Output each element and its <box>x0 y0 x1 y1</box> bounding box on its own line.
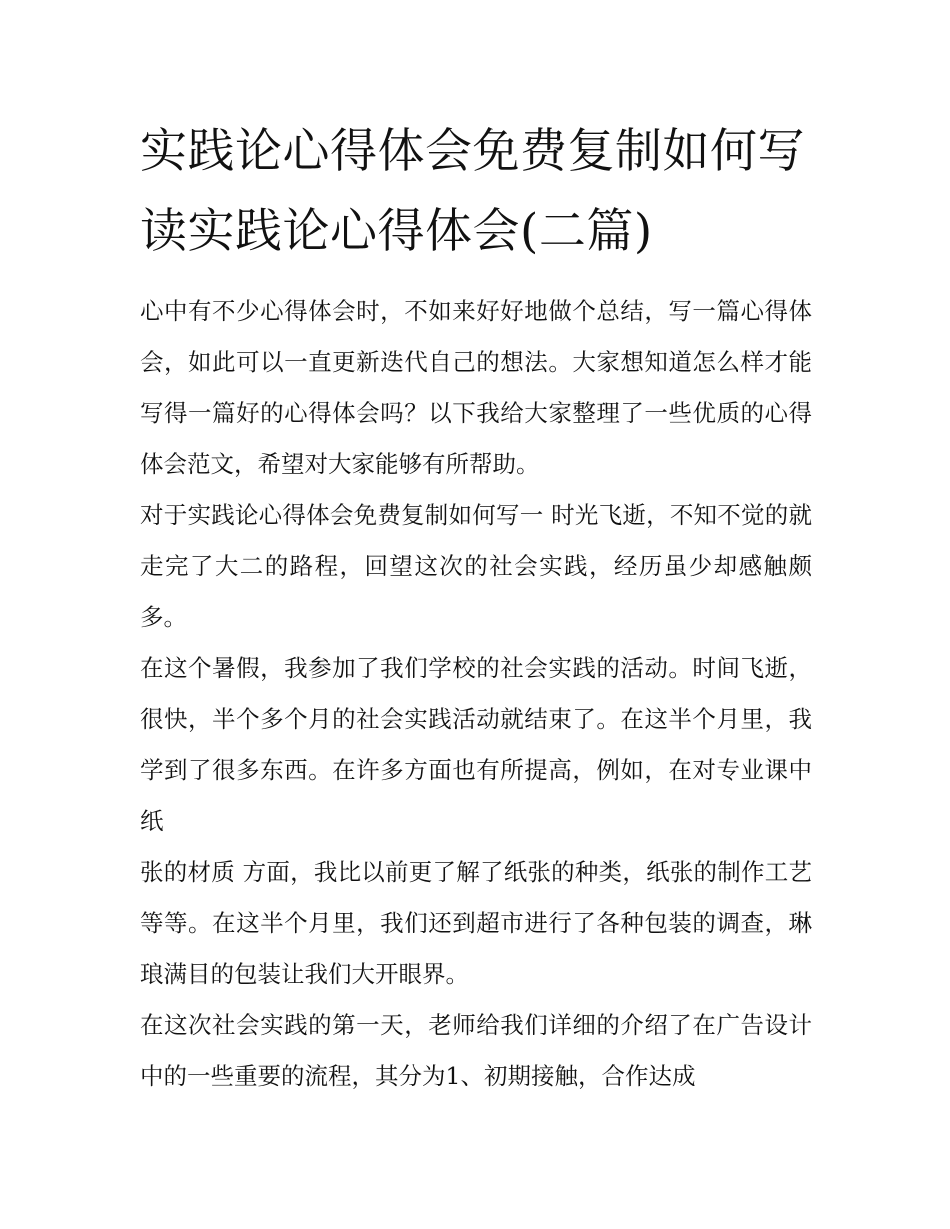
paragraph-4: 在这次社会实践的第一天，老师给我们详细的介绍了在广告设计中的一些重要的流程，其分为1、初期接触，合作达成 <box>140 1011 812 1090</box>
paragraph-3: 张的材质 方面，我比以前更了解了纸张的种类，纸张的制作工艺等等。在这半个月里，我们还到超市进行了各种包装的调查，琳琅满目的包装让我们大开眼界。 <box>140 858 812 988</box>
paragraph-1: 对于实践论心得体会免费复制如何写一 时光飞逝，不知不觉的就走完了大二的路程，回望这次的社会实践，经历虽少却感触颇多。 <box>140 501 812 631</box>
paragraph-2: 在这个暑假，我参加了我们学校的社会实践的活动。时间飞逝，很快，半个多个月的社会实践活动就结束了。在这半个月里，我学到了很多东西。在许多方面也有所提高，例如，在对专业课中纸 <box>140 654 812 835</box>
document-title: 实践论心得体会免费复制如何写 读实践论心得体会(二篇) <box>140 124 805 259</box>
paragraph-intro: 心中有不少心得体会时，不如来好好地做个总结，写一篇心得体会，如此可以一直更新迭代自己的想法。大家想知道怎么样才能写得一篇好的心得体会吗？以下我给大家整理了一些优质的心得体会范文，希望对大家能够有所帮助。 <box>140 297 812 478</box>
document-page <box>140 112 812 1102</box>
